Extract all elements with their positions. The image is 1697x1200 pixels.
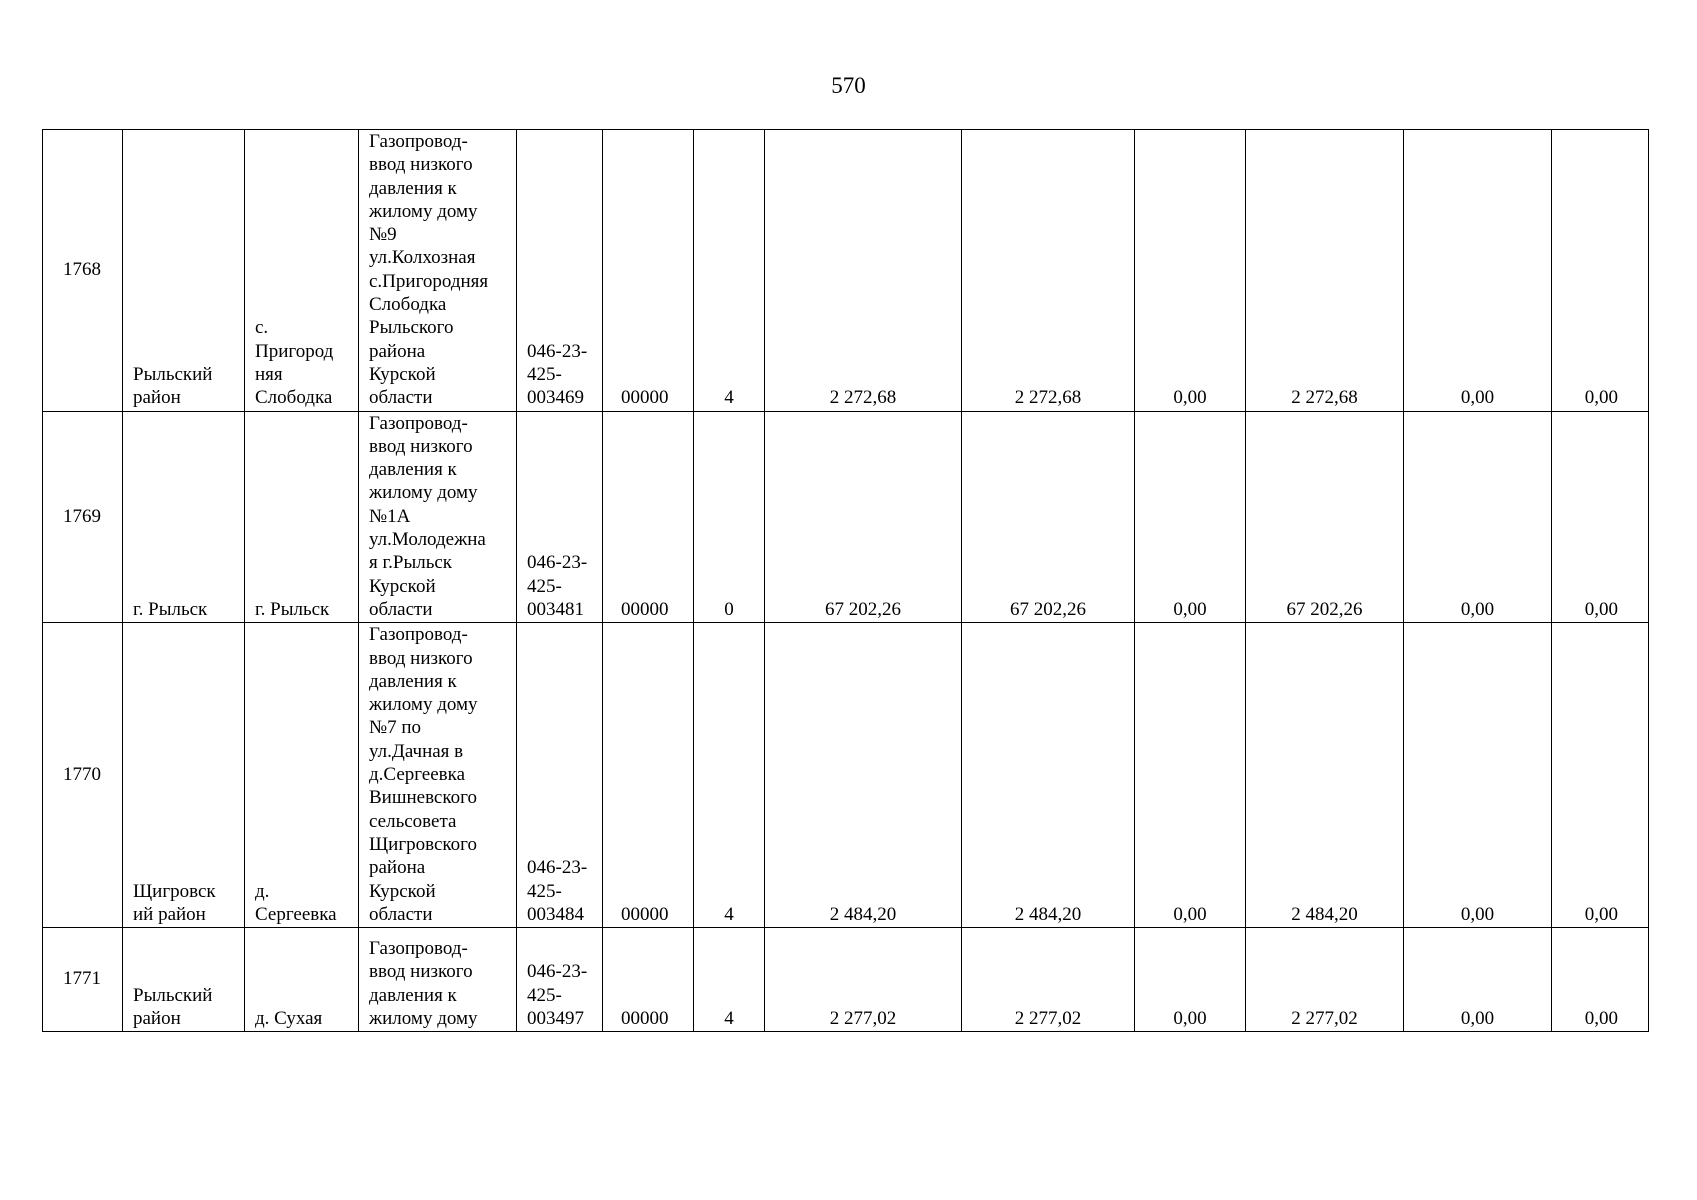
amount-cell: 0,00 xyxy=(1404,928,1552,1032)
quantity-cell: 4 xyxy=(694,928,765,1032)
amount-cell: 0,00 xyxy=(1552,130,1649,412)
amount-cell: 2 272,68 xyxy=(962,130,1135,412)
amount-cell: 0,00 xyxy=(1404,411,1552,623)
amount-cell: 0,00 xyxy=(1404,130,1552,412)
amount-cell: 67 202,26 xyxy=(1246,411,1404,623)
amount-cell: 0,00 xyxy=(1135,411,1246,623)
amount-cell: 0,00 xyxy=(1552,928,1649,1032)
row-number: 1769 xyxy=(43,411,123,623)
table-row xyxy=(43,928,1649,1032)
district-cell: г. Рыльск xyxy=(123,411,245,623)
quantity-cell: 4 xyxy=(694,623,765,928)
code-cell: 00000 xyxy=(603,130,694,412)
table-row xyxy=(43,130,1649,412)
locality-cell: д. Сухая xyxy=(245,928,359,1032)
amount-cell: 67 202,26 xyxy=(765,411,962,623)
amount-cell: 2 277,02 xyxy=(765,928,962,1032)
row-number: 1768 xyxy=(43,130,123,412)
district-cell: Рыльский район xyxy=(123,928,245,1032)
cadastral-number-cell: 046-23- 425- 003469 xyxy=(517,130,603,412)
object-name-cell: Газопровод- ввод низкого давления к жилому дому №1А ул.Молодежна я г.Рыльск Курской области xyxy=(359,411,517,623)
locality-cell: г. Рыльск xyxy=(245,411,359,623)
cadastral-number-cell: 046-23- 425- 003497 xyxy=(517,928,603,1032)
object-name-cell: Газопровод- ввод низкого давления к жилому дому №9 ул.Колхозная с.Пригородняя Слободка Рыльского района Курской области xyxy=(359,130,517,412)
code-cell: 00000 xyxy=(603,623,694,928)
amount-cell: 0,00 xyxy=(1552,623,1649,928)
object-name-cell: Газопровод- ввод низкого давления к жилому дому №7 по ул.Дачная в д.Сергеевка Вишневского сельсовета Щигровского района Курской области xyxy=(359,623,517,928)
amount-cell: 0,00 xyxy=(1135,928,1246,1032)
code-cell: 00000 xyxy=(603,928,694,1032)
locality-cell: с. Пригород няя Слободка xyxy=(245,130,359,412)
cadastral-number-cell: 046-23- 425- 003484 xyxy=(517,623,603,928)
quantity-cell: 0 xyxy=(694,411,765,623)
amount-cell: 0,00 xyxy=(1552,411,1649,623)
amount-cell: 2 277,02 xyxy=(1246,928,1404,1032)
quantity-cell: 4 xyxy=(694,130,765,412)
code-cell: 00000 xyxy=(603,411,694,623)
table-row xyxy=(43,623,1649,928)
amount-cell: 2 277,02 xyxy=(962,928,1135,1032)
locality-cell: д. Сергеевка xyxy=(245,623,359,928)
district-cell: Щигровск ий район xyxy=(123,623,245,928)
amount-cell: 0,00 xyxy=(1135,623,1246,928)
district-cell: Рыльский район xyxy=(123,130,245,412)
amount-cell: 0,00 xyxy=(1404,623,1552,928)
object-name-cell: Газопровод- ввод низкого давления к жилому дому xyxy=(359,928,517,1032)
row-number: 1770 xyxy=(43,623,123,928)
amount-cell: 2 484,20 xyxy=(765,623,962,928)
amount-cell: 2 272,68 xyxy=(1246,130,1404,412)
amount-cell: 67 202,26 xyxy=(962,411,1135,623)
cadastral-number-cell: 046-23- 425- 003481 xyxy=(517,411,603,623)
table-row xyxy=(43,411,1649,623)
page-number: 570 xyxy=(831,73,866,98)
amount-cell: 0,00 xyxy=(1135,130,1246,412)
amount-cell: 2 272,68 xyxy=(765,130,962,412)
row-number: 1771 xyxy=(43,928,123,1032)
amount-cell: 2 484,20 xyxy=(1246,623,1404,928)
registry-table xyxy=(42,129,1649,1032)
amount-cell: 2 484,20 xyxy=(962,623,1135,928)
